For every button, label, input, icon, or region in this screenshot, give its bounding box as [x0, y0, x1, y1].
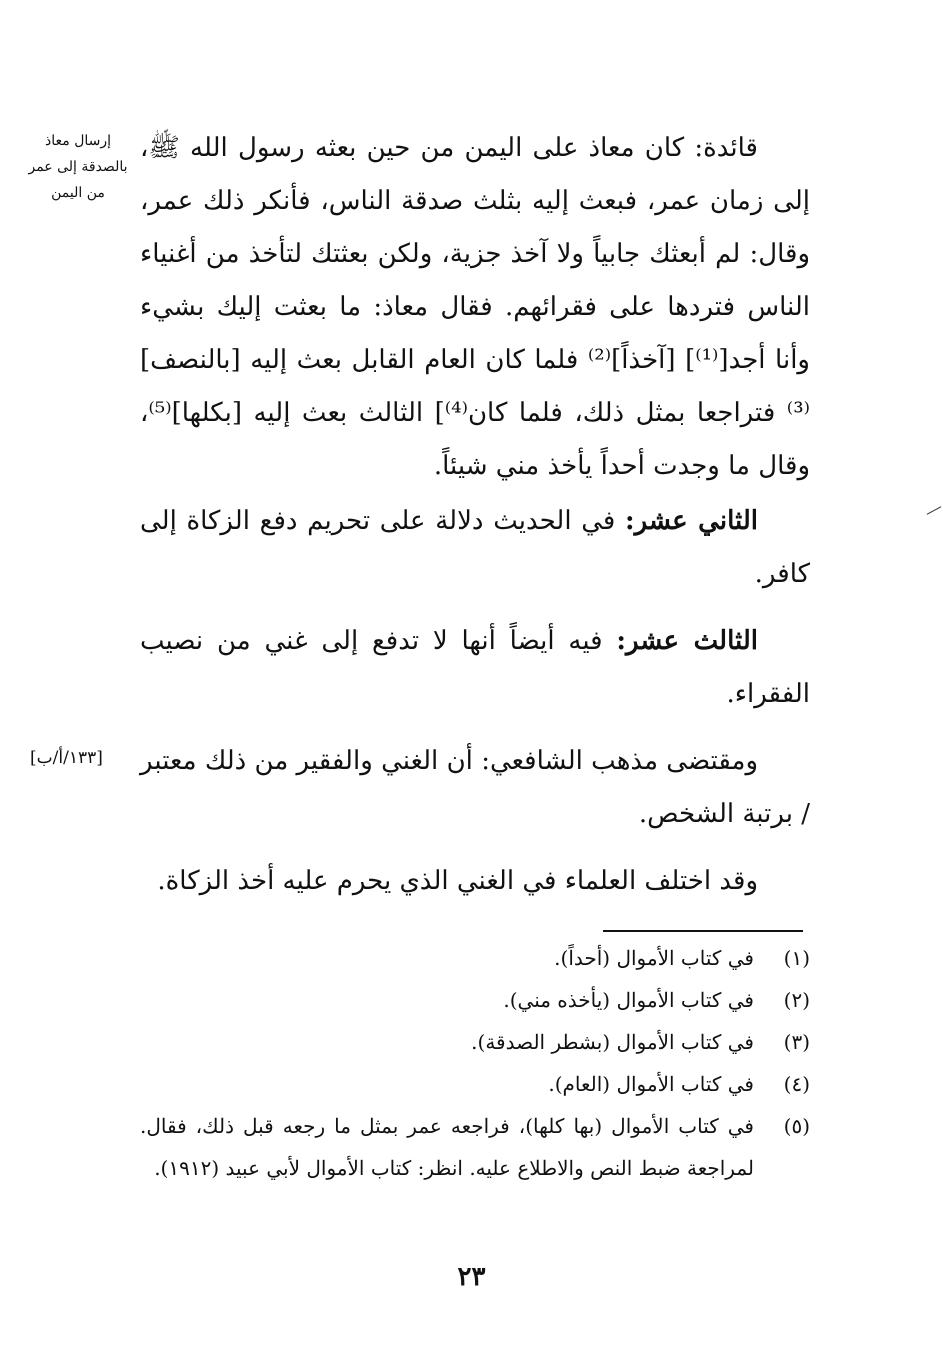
scan-edge-mark [927, 506, 942, 514]
page-number: ٢٣ [457, 1262, 486, 1292]
paragraph-benefit: قائدة: كان معاذ على اليمن من حين بعثه رسول الله ﷺ، إلى زمان عمر، فبعث إليه بثلث صدقة الناس، فأنكر ذلك عمر، وقال: لم أبعثك جابياً ولا آخذ جزية، ولكن بعثتك لتأخذ من أغنياء الناس فتردها على فقرائهم. فقال معاذ: ما بعثت إليك بشيء وأنا أجد[⁽¹⁾] [آخذاً]⁽²⁾ فلما كان العام القابل بعث إليه [بالنصف]⁽³⁾ فتراجعا بمثل ذلك، فلما كان⁽⁴⁾] الثالث بعث إليه [بكلها]⁽⁵⁾، وقال ما وجدت أحداً يأخذ مني شيئاً. [140, 133, 811, 481]
footnote-number: (١) [783, 946, 810, 970]
footnote-item [140, 937, 810, 979]
footnotes [140, 937, 810, 1189]
paragraph-shafii: ومقتضى مذهب الشافعي: أن الغني والفقير من ذلك معتبر / برتبة الشخص. [140, 746, 810, 829]
paragraph-twelfth [140, 495, 810, 601]
footnote-number: (٥) [783, 1114, 810, 1138]
paragraph-thirteenth [140, 615, 810, 721]
footnote-text: في كتاب الأموال (العام). [548, 1072, 754, 1096]
footnote-divider [603, 930, 803, 932]
footnote-item [140, 1021, 810, 1063]
footnote-text: في كتاب الأموال (بها كلها)، فراجعه عمر بمثل ما رجعه قبل ذلك، فقال. لمراجعة ضبط النص والاطلاع عليه. انظر: كتاب الأموال لأبي عبيد (١٩١٢). [140, 1114, 754, 1180]
footnote-number: (٤) [783, 1072, 810, 1096]
paragraph-scholars: وقد اختلف العلماء في الغني الذي يحرم عليه أخذ الزكاة. [157, 866, 758, 896]
footnote-number: (٢) [783, 988, 810, 1012]
footnote-text: في كتاب الأموال (يأخذه مني). [503, 988, 754, 1012]
footnote-item [140, 979, 810, 1021]
folio-mark: [١٣٣/أ/ب] [30, 748, 103, 768]
footnote-number: (٣) [783, 1030, 810, 1054]
paragraph-twelfth-lead: الثاني عشر: [625, 506, 758, 536]
footnote-text: في كتاب الأموال (بشطر الصدقة). [471, 1030, 754, 1054]
paragraph-thirteenth-text: فيه أيضاً أنها لا تدفع إلى غني من نصيب الفقراء. [140, 626, 810, 709]
margin-note: إرسال معاذ بالصدقة إلى عمر من اليمن [28, 133, 128, 201]
paragraph-thirteenth-lead: الثالث عشر: [616, 626, 758, 656]
footnote-text: في كتاب الأموال (أحداً). [554, 946, 754, 970]
footnote-item [140, 1105, 810, 1189]
footnote-item [140, 1063, 810, 1105]
paragraph-twelfth-text: في الحديث دلالة على تحريم دفع الزكاة إلى كافر. [140, 506, 810, 589]
